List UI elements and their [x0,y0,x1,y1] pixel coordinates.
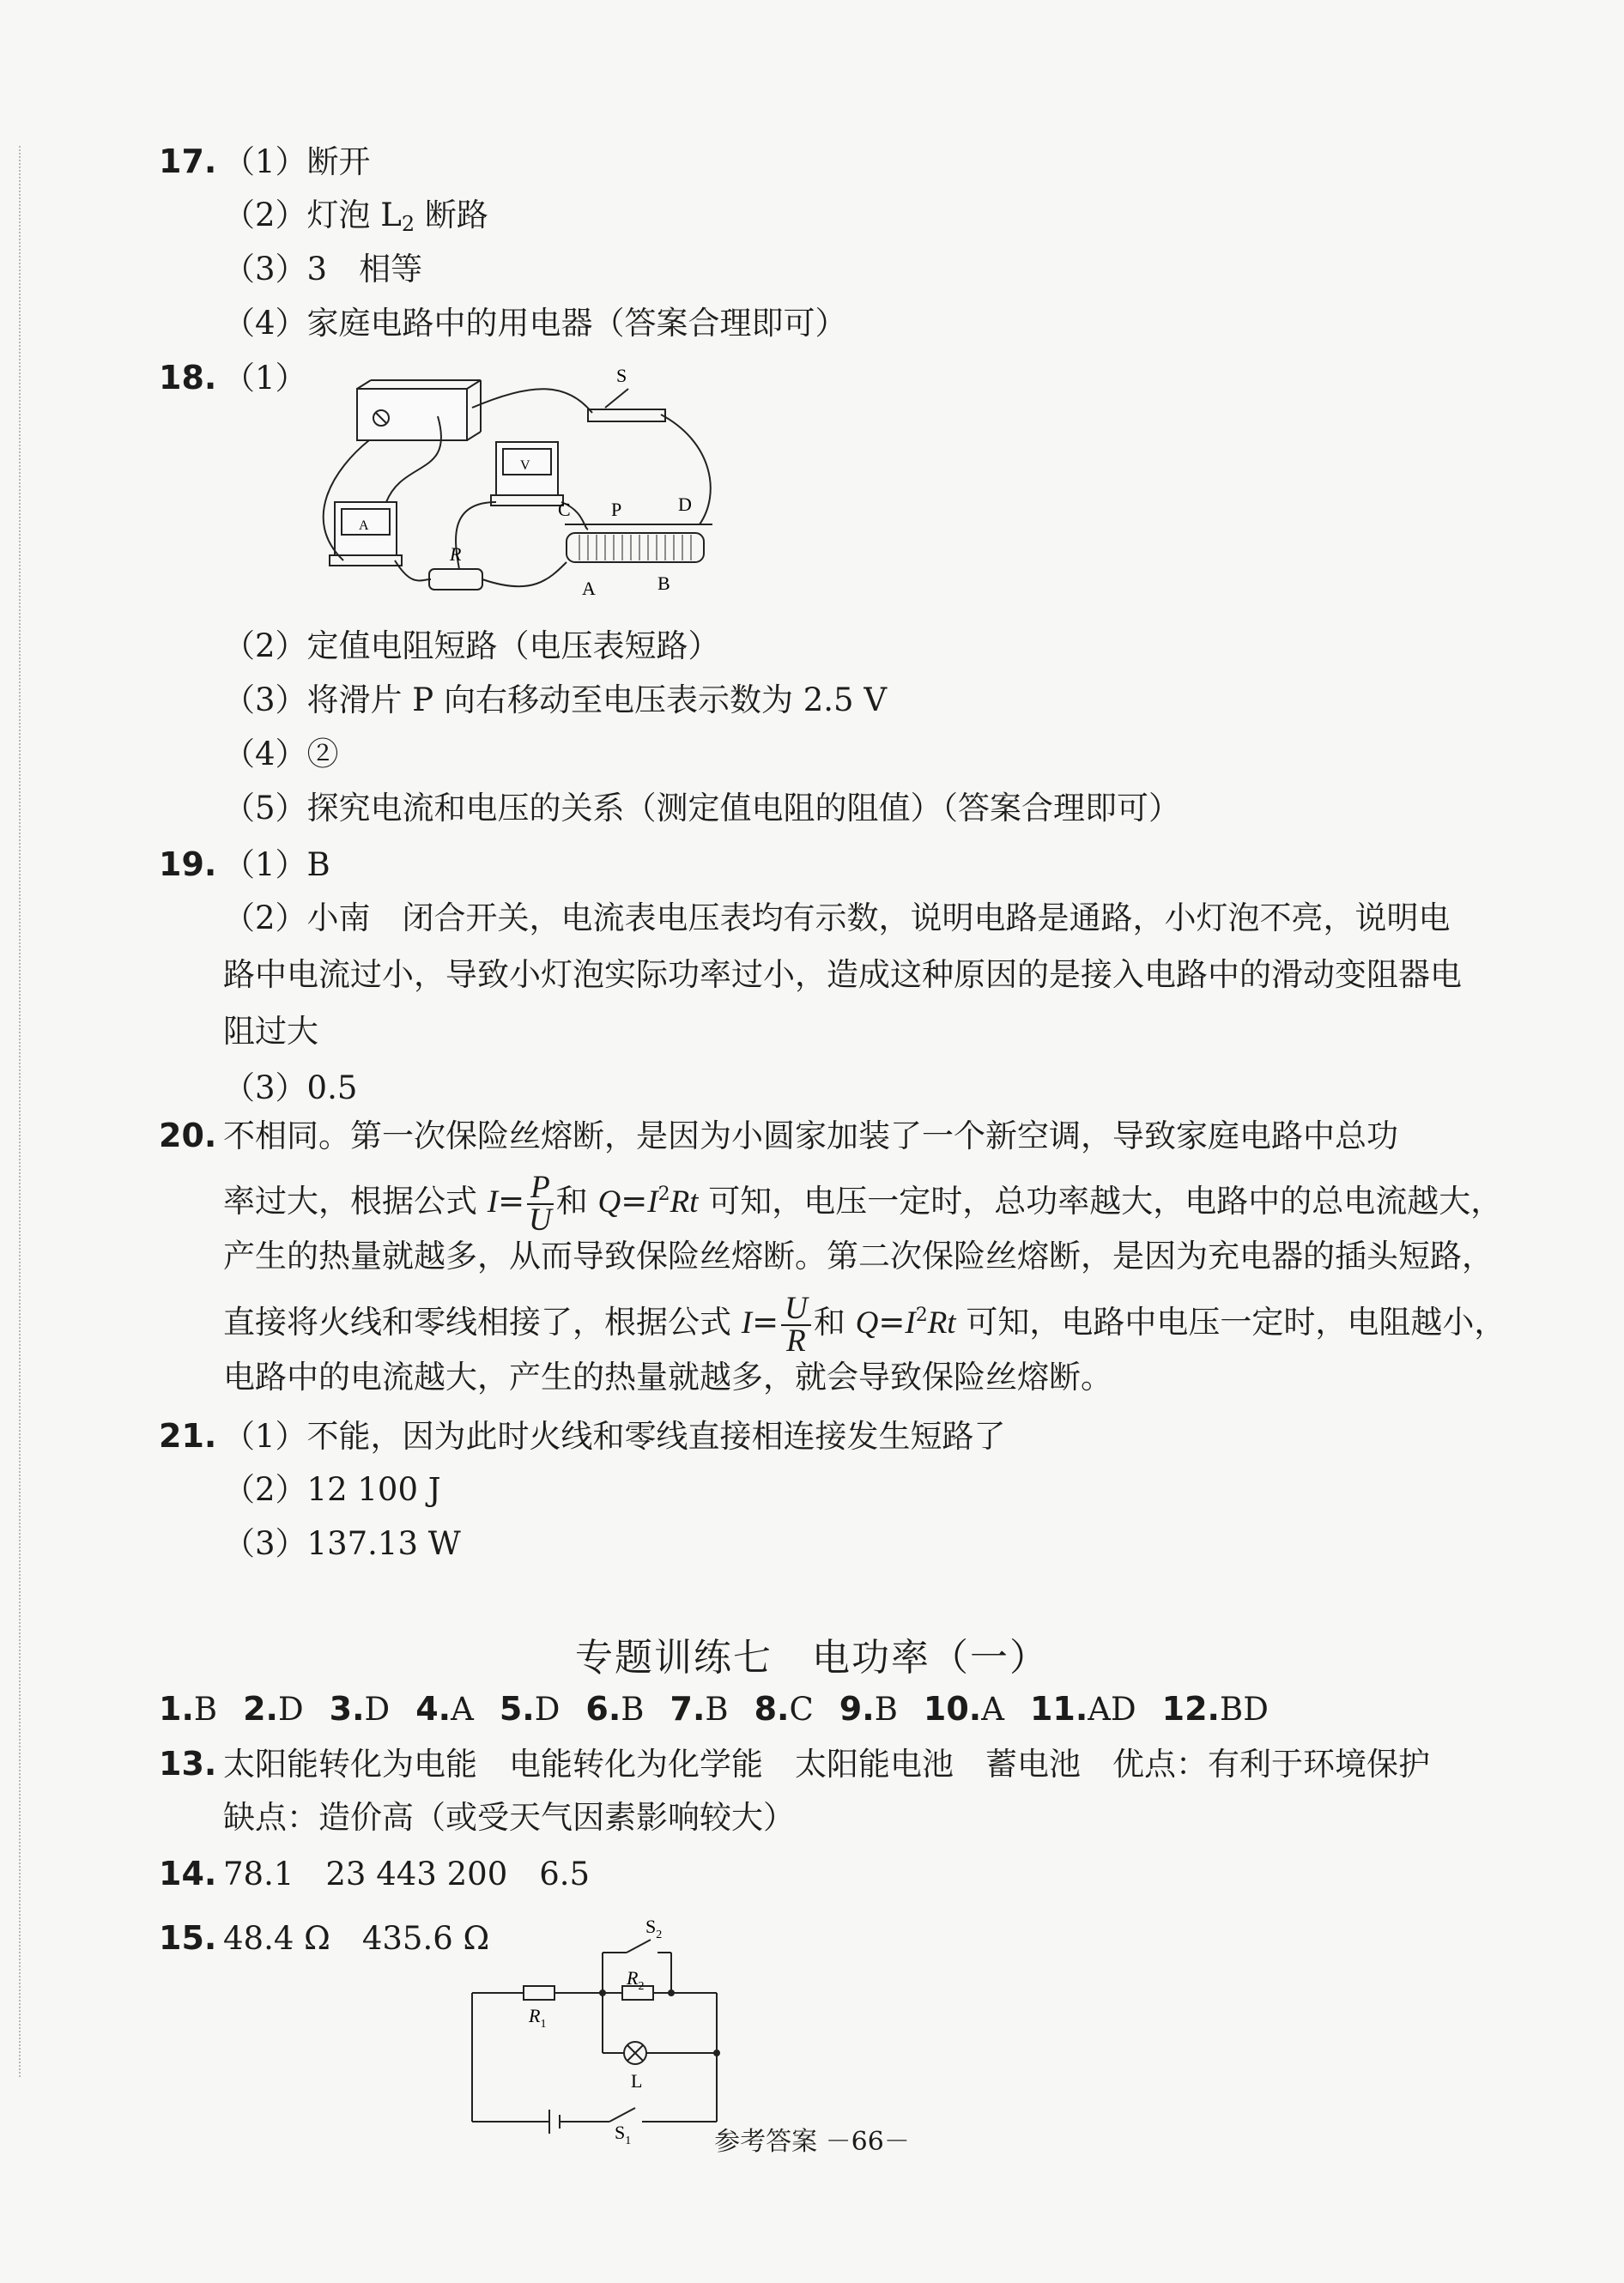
fig-label-P: P [611,499,622,520]
mc-number: 10. [923,1690,982,1728]
formula-var: I [487,1184,499,1220]
answer-text: 和 [555,1183,598,1220]
label-R2: $R_2$ [627,1967,645,1993]
mc-number: 4. [415,1690,451,1728]
denominator: R [786,1323,806,1359]
answer-part: 断路 [415,197,488,233]
answer-line: 产生的热量就越多，从而导致保险丝熔断。第二次保险丝熔断，是因为充电器的插头短路， [223,1238,1494,1275]
answer-part: （3）0.5 [223,1069,358,1106]
question-17 [159,133,1472,349]
mc-number: 12. [1161,1690,1220,1728]
mc-number: 11. [1029,1690,1088,1728]
question-number: 15. [159,1919,217,1957]
binding-margin [19,146,21,2077]
mc-answer [159,1680,217,1738]
question-number: 18. [159,359,217,397]
mc-number: 3. [329,1690,365,1728]
label-S2: $S_2$ [645,1916,663,1941]
question-19 [159,836,1472,1114]
mc-answer [500,1680,561,1738]
formula-sign: = [752,1304,779,1341]
subscript: 2 [401,212,415,236]
mc-number: 9. [839,1690,875,1728]
answer-part: （2）灯泡 L [223,197,402,233]
answer-part: （1）不能，因为此时火线和零线直接相连接发生短路了 [223,1418,1006,1455]
fraction [527,1169,554,1238]
answer-line: 78.1 23 443 200 6.5 [223,1856,591,1892]
formula-sign: = [621,1183,648,1220]
multiple-choice-answers [159,1680,1472,1735]
label-R1: $R_1$ [529,2005,547,2031]
answer-part: （3）137.13 W [223,1525,461,1562]
mc-number: 6. [585,1690,621,1728]
mc-choice: BD [1220,1691,1269,1728]
fig-label-C: C [558,499,571,520]
question-14 [159,1845,1472,1899]
answer-part: （3）将滑片 P 向右移动至电压表示数为 2.5 V [223,681,888,718]
numerator: U [781,1293,811,1326]
answer-paragraph: （2）小南 闭合开关，电流表电压表均有示数，说明电路是通路，小灯泡不亮，说明电路中电流过小，导致小灯泡实际功率过小，造成这种原因的是接入电路中的滑动变阻器电阻过大 [223,899,1462,1050]
answer-line: 率过大，根据公式 [223,1183,488,1220]
formula-var: I [905,1305,916,1341]
mc-number: 5. [499,1690,535,1728]
answer-part: （1） [223,360,307,397]
mc-answer [1030,1680,1136,1738]
mc-answer [839,1680,898,1738]
answer-part: （5）探究电流和电压的关系（测定值电阻的阻值）（答案合理即可） [223,790,1181,827]
answer-part: （1）断开 [223,143,371,180]
question-number: 17. [159,142,217,180]
answer-line: 不相同。第一次保险丝熔断，是因为小圆家加装了一个新空调，导致家庭电路中总功 [223,1117,1398,1154]
mc-choice: D [364,1691,391,1728]
numerator: P [527,1172,554,1205]
mc-answer [243,1680,304,1738]
fig-label-V: V [520,458,530,473]
question-number: 21. [159,1417,217,1455]
fig-label-ammeter: A [359,518,369,533]
formula-sign: = [878,1304,906,1341]
superscript: 2 [657,1184,670,1205]
mc-choice: D [534,1691,561,1728]
answer-part: （4）② [223,736,339,772]
question-13 [159,1735,1472,1844]
mc-answer [670,1680,729,1738]
section-title: 专题训练七 电功率（一） [575,1636,1049,1680]
formula-var: Q [597,1184,621,1220]
fig-label-B: B [657,572,670,594]
formula-var: Q [855,1305,879,1341]
mc-choice: A [981,1691,1004,1728]
answer-line: 电路中的电流越大，产生的热量就越多，就会导致保险丝熔断。 [223,1359,1112,1396]
page-footer: 参考答案 －66－ [714,2127,910,2157]
mc-answer [1162,1680,1269,1738]
mc-answer [924,1680,1004,1738]
label-S1: $S_1$ [615,2122,632,2146]
mc-choice: AD [1088,1691,1136,1728]
answer-line: 缺点：造价高（或受天气因素影响较大） [223,1799,795,1836]
fig-label-R: R [450,543,462,565]
answer-part: （1）B [223,846,330,883]
answer-line: 太阳能转化为电能 电能转化为化学能 太阳能电池 蓄电池 优点：有利于环境保护 [223,1746,1430,1783]
mc-answer [415,1680,474,1738]
answer-text: 和 [813,1304,856,1341]
mc-choice: B [193,1691,218,1728]
question-number: 19. [159,845,217,883]
question-number: 14. [159,1855,217,1892]
circuit-diagram [455,1905,738,2146]
answer-part: （2）12 100 J [223,1471,441,1508]
answer-line: 可知，电路中电压一定时，电阻越小， [955,1304,1506,1341]
question-number: 13. [159,1745,217,1783]
formula-var: Rt [670,1184,699,1220]
denominator: U [529,1202,552,1238]
mc-number: 8. [754,1690,790,1728]
fig-label-S: S [616,365,627,386]
mc-answer [330,1680,391,1738]
mc-choice: A [451,1691,474,1728]
answer-part: （3）3 相等 [223,251,423,288]
mc-choice: C [789,1691,814,1728]
mc-choice: B [705,1691,729,1728]
circuit-wiring-figure [309,365,712,614]
mc-answer [585,1680,644,1738]
question-15 [159,1910,1472,1964]
fraction [781,1290,811,1359]
fig-label-A: A [582,578,596,599]
answer-line: 可知，电压一定时，总功率越大，电路中的总电流越大， [698,1183,1503,1220]
question-20 [159,1107,1506,1403]
answer-line: 48.4 Ω 435.6 Ω [223,1920,490,1957]
question-18-parts [159,618,1472,834]
mc-answer [754,1680,814,1738]
formula-var: Rt [927,1305,956,1341]
answer-part: （4）家庭电路中的用电器（答案合理即可） [223,305,847,342]
mc-choice: B [874,1691,898,1728]
answer-part: （2）定值电阻短路（电压表短路） [223,627,720,664]
question-21 [159,1408,1472,1570]
mc-number: 2. [243,1690,278,1728]
fig-label-D: D [678,494,692,515]
mc-number: 1. [159,1690,194,1728]
mc-choice: D [277,1691,304,1728]
formula-var: I [647,1184,658,1220]
mc-number: 7. [670,1690,706,1728]
answer-line: 直接将火线和零线相接了，根据公式 [223,1304,742,1341]
formula-var: I [741,1305,753,1341]
question-number: 20. [159,1117,217,1154]
superscript: 2 [915,1305,928,1326]
formula-sign: = [498,1183,525,1220]
label-L: L [631,2070,643,2092]
mc-choice: B [621,1691,645,1728]
